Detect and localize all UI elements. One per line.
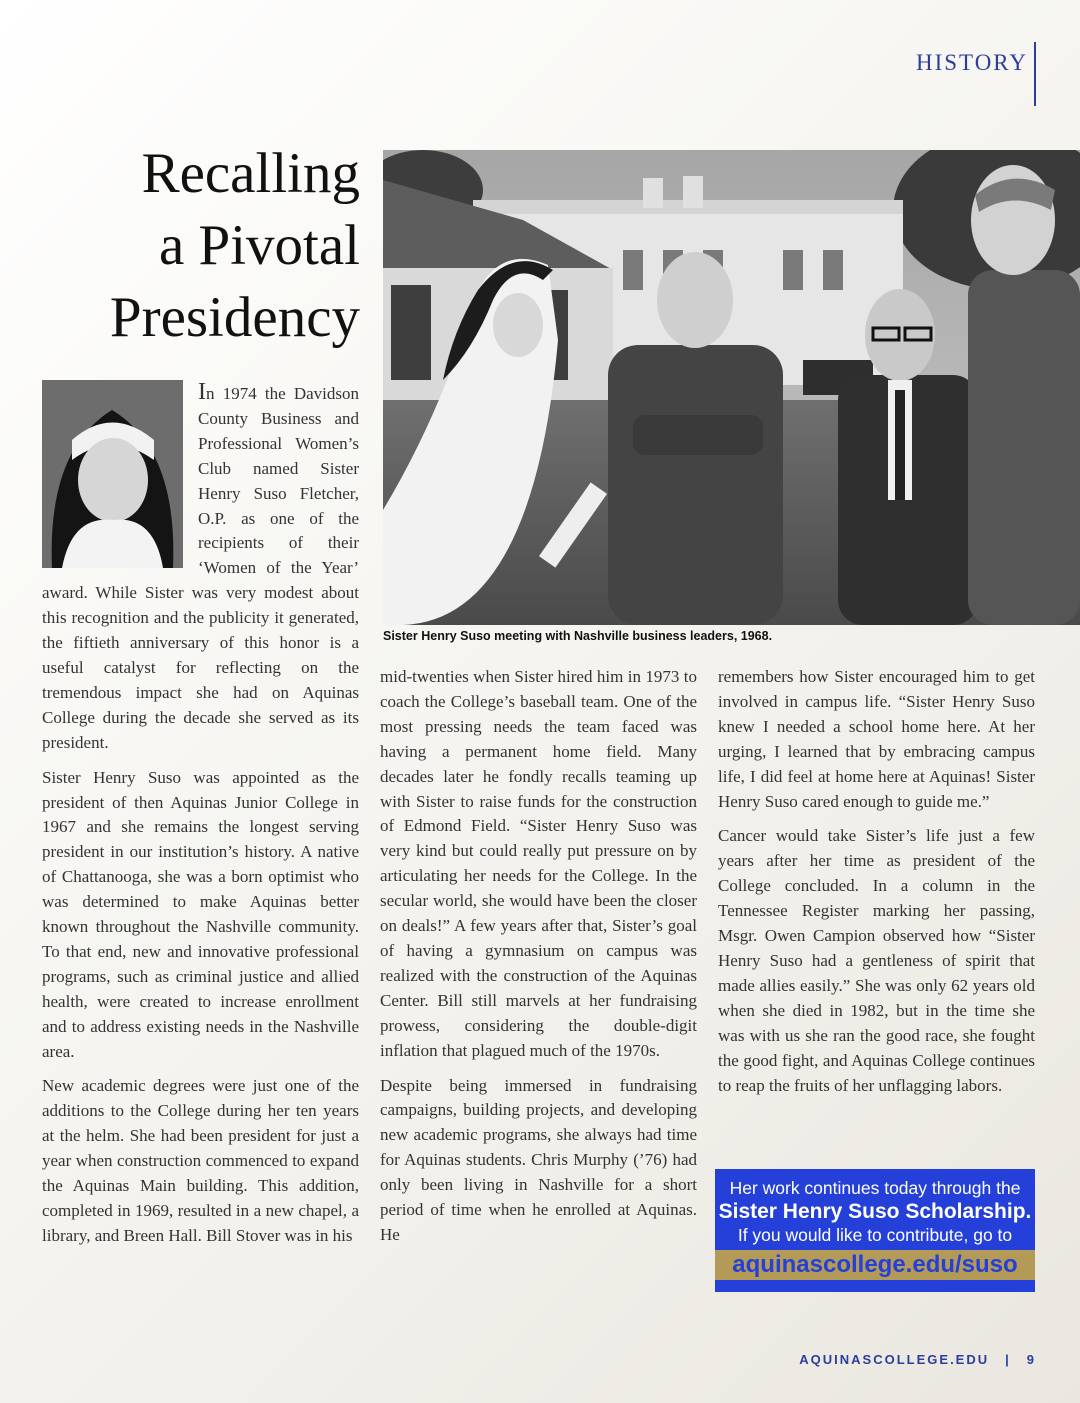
portrait-wrap-space	[42, 380, 198, 566]
section-label: HISTORY	[916, 50, 1028, 75]
drop-cap: I	[198, 379, 206, 405]
page-number: 9	[1026, 1352, 1036, 1367]
title-line-1: Recalling	[141, 142, 360, 205]
paragraph-4-part-1: Despite being immersed in fundraising campaigns, building projects, and developing new academic programs, she always had time for Aquinas students. Chris Murphy (’76) had only been living in Nashville for a short period of time when he enrolled at Aquinas. He	[380, 1075, 697, 1244]
scholarship-link[interactable]: aquinascollege.edu/suso	[732, 1251, 1018, 1278]
promo-line-1: Her work continues today through the	[729, 1178, 1021, 1198]
article-column-2	[380, 665, 697, 1258]
page-footer	[799, 1352, 1036, 1367]
article-column-1	[42, 380, 359, 1259]
group-photo	[383, 150, 1080, 625]
promo-scholarship-name: Sister Henry Suso Scholarship.	[718, 1200, 1032, 1223]
promo-url-bar	[715, 1250, 1035, 1280]
article-title	[40, 138, 360, 354]
group-photo-illustration	[383, 150, 1080, 625]
paragraph-1-text: n 1974 the Davidson County Business and Professional Women’s Club named Sister Henry Suso Fletcher, O.P. as one of the recipients of their ‘Women of the Year’ award. While Sister was very modest about this recognition and the publicity it generated, the fiftieth anniversary of this honor is a useful catalyst for reflecting on the tremendous impact she had on Aquinas College during the decade she served as its president.	[42, 384, 359, 752]
paragraph-4-part-2: remembers how Sister encouraged him to get involved in campus life. “Sister Henry Suso knew I needed a school home here. At her urging, I learned that by embracing campus life, I did feel at home here at Aquinas! Sister Henry Suso cared enough to guide me.”	[718, 667, 1035, 811]
footer-site-link[interactable]: AQUINASCOLLEGE.EDU	[799, 1352, 990, 1367]
footer-separator: |	[1005, 1352, 1011, 1367]
paragraph-5: Cancer would take Sister’s life just a few years after her time as president of the College concluded. In a column in the Tennessee Register marking her passing, Msgr. Owen Campion observed how “Sister Henry Suso had a gentleness of spirit that made allies easily.” She was only 62 years old when she died in 1982, but in the time she was with us she ran the good race, she fought the good fight, and Aquinas College continues to reap the fruits of her unflagging labors.	[718, 826, 1035, 1095]
article-column-3	[718, 665, 1035, 1108]
title-line-2: a Pivotal	[158, 214, 360, 277]
paragraph-3-part-1: New academic degrees were just one of the additions to the College during her ten years at the helm. She had been president for just a year when construction commenced to expand the Aquinas Main building. This addition, completed in 1969, resulted in a new chapel, a library, and Breen Hall. Bill Stover was in his	[42, 1076, 359, 1245]
scholarship-promo-box	[715, 1169, 1035, 1292]
paragraph-3-part-2: mid-twenties when Sister hired him in 1973 to coach the College’s baseball team. One of the most pressing needs the team faced was having a permanent home field. Many decades later he fondly recalls teaming up with Sister to raise funds for the construction of Edmond Field. “Sister Henry Suso was very kind but could really put pressure on by articulating her needs for the College. In the secular world, she would have been the closer on deals!” A few years after that, Sister’s goal of having a gymnasium on campus was realized with the construction of the Aquinas Center. Bill still marvels at her fundraising prowess, considering the double-digit inflation that plagued much of the 1970s.	[380, 667, 697, 1060]
promo-line-3: If you would like to contribute, go to	[737, 1225, 1013, 1245]
photo-caption: Sister Henry Suso meeting with Nashville business leaders, 1968.	[383, 629, 773, 643]
section-divider	[1034, 42, 1036, 106]
paragraph-2: Sister Henry Suso was appointed as the president of then Aquinas Junior College in 1967 and she remains the longest serving president in our institution’s history. A native of Chattanooga, she was a born optimist who was determined to make Aquinas better known throughout the Nashville community. To that end, new and innovative professional programs, such as criminal justice and allied health, were created to increase enrollment and to address existing needs in the Nashville area.	[42, 767, 359, 1061]
title-line-3: Presidency	[109, 286, 360, 349]
